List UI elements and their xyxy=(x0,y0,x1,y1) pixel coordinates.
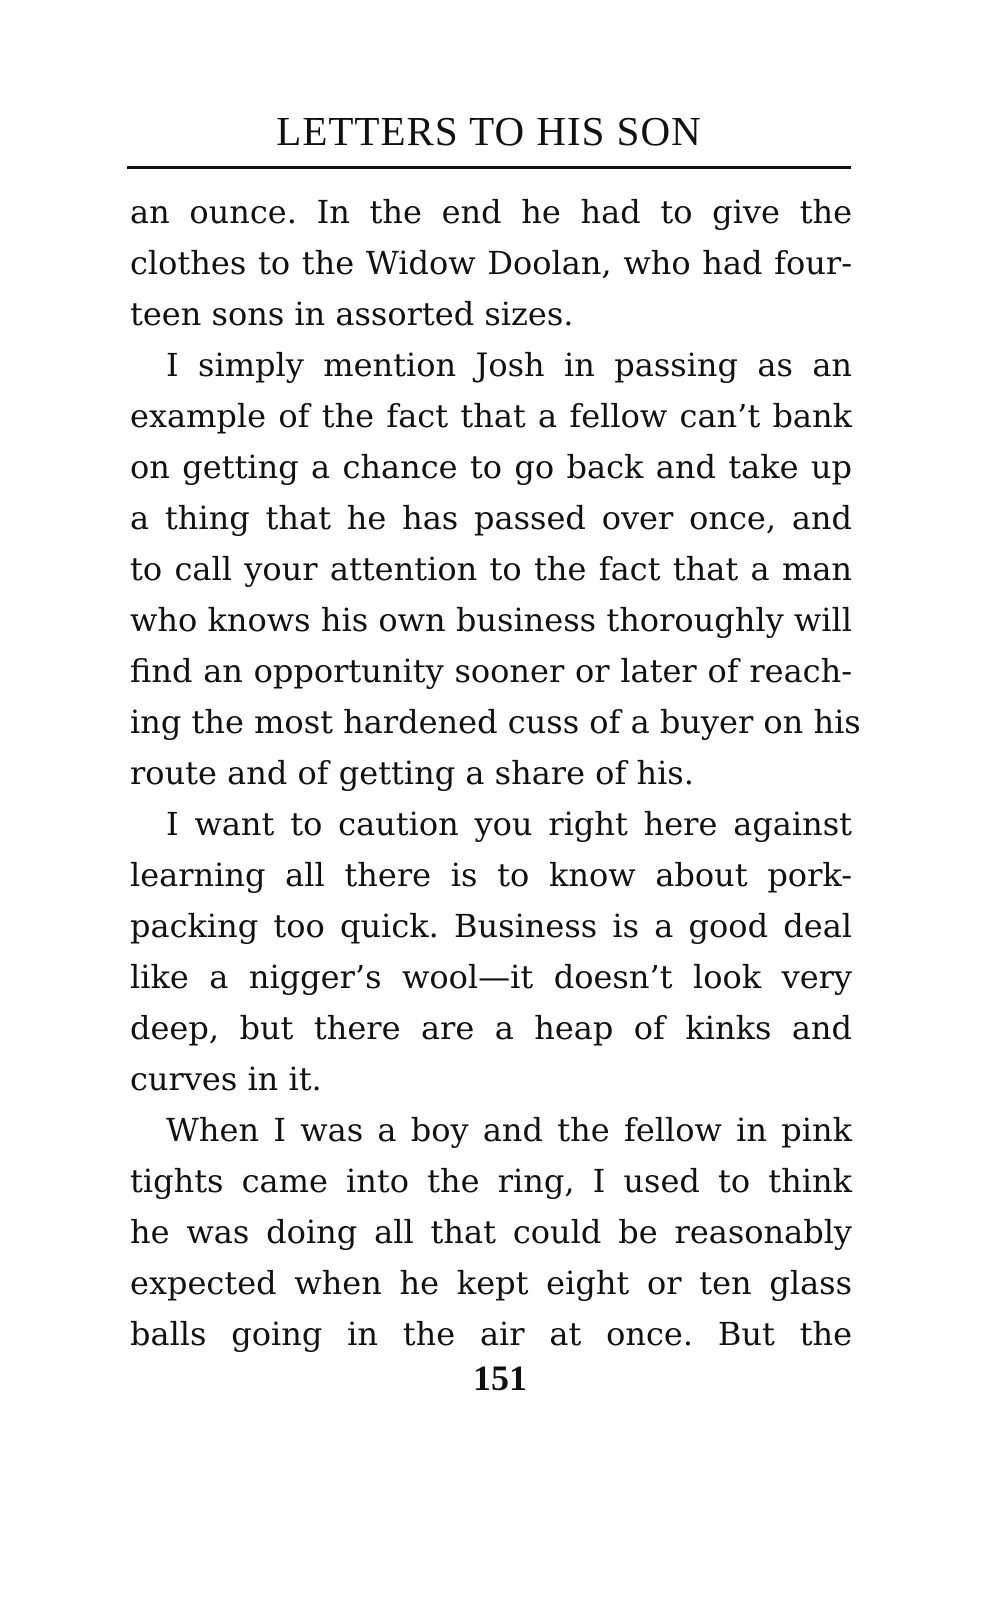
text-line: an ounce. In the end he had to give the xyxy=(130,193,852,231)
text-line: When I was a boy and the fellow in pink xyxy=(166,1111,852,1149)
page-number: 151 xyxy=(473,1358,527,1398)
text-line: balls going in the air at once. But the xyxy=(130,1315,852,1353)
text-line: I want to caution you right here against xyxy=(166,805,852,843)
text-line: curves in it. xyxy=(130,1060,322,1098)
text-line: like a nigger’s wool—it doesn’t look very xyxy=(130,958,852,996)
text-line: I simply mention Josh in passing as an xyxy=(166,346,852,384)
text-line: ing the most hardened cuss of a buyer on his xyxy=(130,703,861,741)
header-rule xyxy=(127,166,851,169)
body-text xyxy=(130,187,861,1360)
text-line: route and of getting a share of his. xyxy=(130,754,694,792)
text-line: deep, but there are a heap of kinks and xyxy=(130,1009,852,1047)
text-line: example of the fact that a fellow can’t bank xyxy=(130,397,852,435)
text-line: clothes to the Widow Doolan, who had four- xyxy=(130,244,852,282)
text-line: to call your attention to the fact that a man xyxy=(130,550,852,588)
text-line: find an opportunity sooner or later of reach- xyxy=(130,652,852,690)
text-line: on getting a chance to go back and take up xyxy=(130,448,852,486)
text-line: he was doing all that could be reasonably xyxy=(130,1213,852,1251)
text-line: tights came into the ring, I used to think xyxy=(130,1162,852,1200)
text-line: packing too quick. Business is a good deal xyxy=(130,907,852,945)
text-line: a thing that he has passed over once, and xyxy=(130,499,852,537)
text-line: teen sons in assorted sizes. xyxy=(130,295,574,333)
text-line: learning all there is to know about pork- xyxy=(130,856,852,894)
text-line: expected when he kept eight or ten glass xyxy=(130,1264,852,1302)
text-line: who knows his own business thoroughly will xyxy=(130,601,852,639)
running-head: LETTERS TO HIS SON xyxy=(276,108,702,154)
